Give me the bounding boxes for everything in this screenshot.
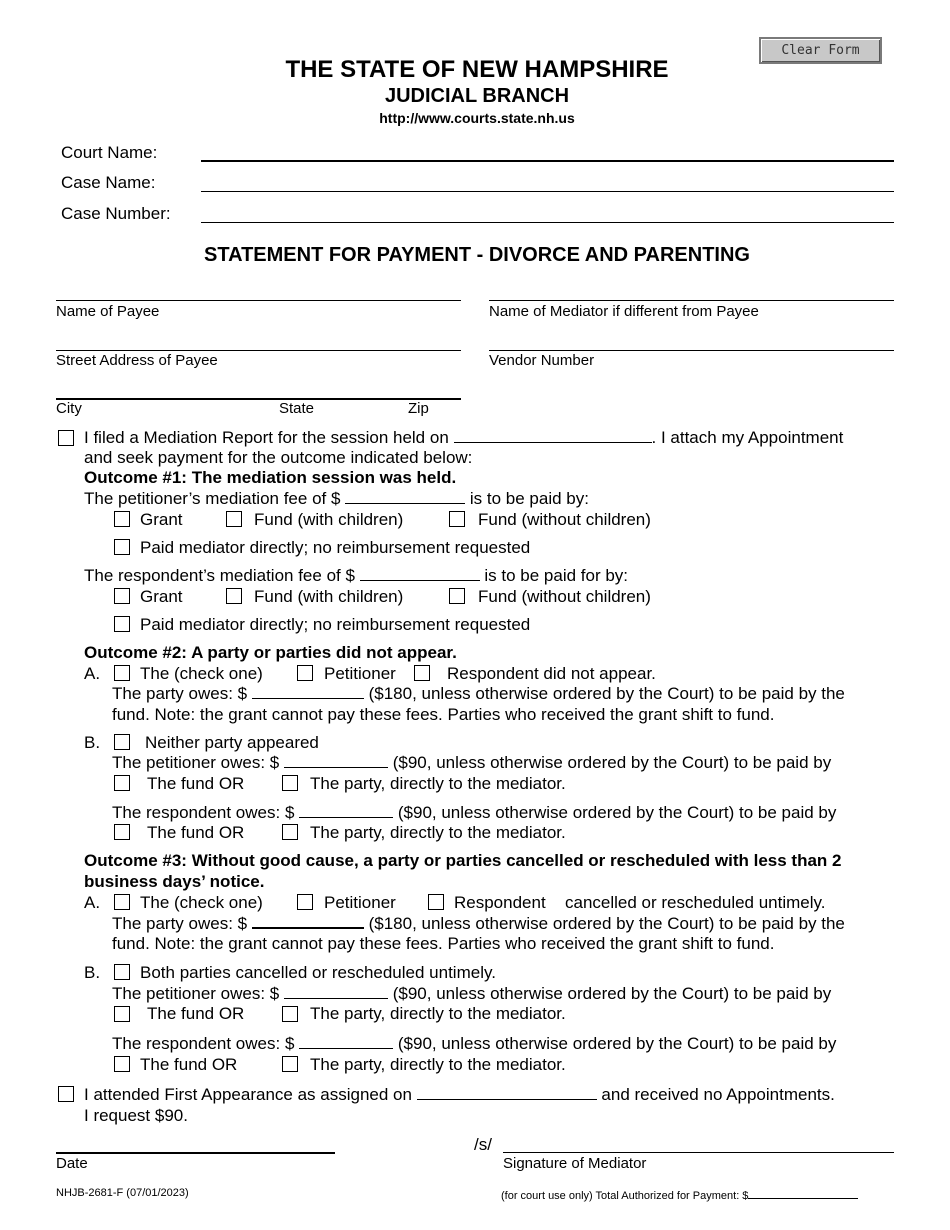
outcome2-pet-fund-checkbox[interactable] [114, 775, 130, 791]
outcome3-a-checkbox[interactable] [114, 894, 130, 910]
outcome2-resp-fund-checkbox[interactable] [114, 824, 130, 840]
outcome2-resp-owes-note: ($90, unless otherwise ordered by the Court) to be paid by [397, 803, 837, 822]
outcome1-heading: Outcome #1: The mediation session was held. [84, 468, 457, 487]
first-appearance-text-b: and received no Appointments. [601, 1085, 835, 1104]
case-number-field[interactable] [201, 222, 894, 223]
outcome3-b-checkbox[interactable] [114, 964, 130, 980]
outcome3-pet-owes [112, 984, 831, 1004]
outcome2-b-checkbox[interactable] [114, 734, 130, 750]
street-address-field[interactable] [56, 350, 461, 351]
outcome3-resp-owes-note: ($90, unless otherwise ordered by the Court) to be paid by [397, 1034, 837, 1053]
zip-label: Zip [408, 400, 429, 417]
mediator-name-label: Name of Mediator if different from Payee [489, 303, 759, 320]
outcome1-resp-fund-without-checkbox[interactable] [449, 588, 465, 604]
first-appearance-request: I request $90. [84, 1106, 188, 1125]
mediation-report-checkbox[interactable] [58, 430, 74, 446]
outcome3-pet-fund-label: The fund OR [147, 1004, 245, 1023]
outcome1-resp-fund-with-checkbox[interactable] [226, 588, 242, 604]
outcome2-resp-owes-field[interactable] [299, 803, 393, 818]
city-label: City [56, 400, 82, 417]
outcome1-pet-grant-label: Grant [140, 510, 183, 529]
outcome2-petitioner-label: Petitioner [324, 664, 396, 683]
outcome1-resp-fee-label: The respondent’s mediation fee of $ [84, 566, 355, 585]
outcome2-a-label: A. [84, 664, 101, 683]
outcome1-pet-grant-checkbox[interactable] [114, 511, 130, 527]
outcome1-pet-fee-label: The petitioner’s mediation fee of $ [84, 489, 341, 508]
outcome1-pet-fee-field[interactable] [345, 489, 465, 504]
outcome3-check-one-label: The (check one) [140, 893, 263, 912]
session-date-field[interactable] [454, 428, 652, 443]
payee-name-label: Name of Payee [56, 303, 160, 320]
outcome1-pet-fee-label-b: is to be paid by: [469, 489, 589, 508]
state-label: State [279, 400, 315, 417]
outcome2-pet-owes-label: The petitioner owes: $ [112, 753, 280, 772]
clear-form-button[interactable]: Clear Form [759, 37, 882, 64]
outcome1-resp-paid-direct-checkbox[interactable] [114, 616, 130, 632]
outcome1-pet-fund-with-label: Fund (with children) [254, 510, 404, 529]
branch-title: JUDICIAL BRANCH [384, 85, 570, 107]
outcome1-resp-fee-field[interactable] [360, 566, 480, 581]
outcome2-petitioner-checkbox[interactable] [297, 665, 313, 681]
date-field[interactable] [56, 1152, 335, 1154]
outcome2-a-checkbox[interactable] [114, 665, 130, 681]
outcome3-cancelled-label: cancelled or rescheduled untimely. [565, 893, 826, 912]
outcome1-pet-paid-direct-label: Paid mediator directly; no reimbursement requested [140, 538, 531, 557]
outcome3-b-label: B. [84, 963, 101, 982]
city-state-zip-field[interactable] [56, 398, 461, 400]
outcome1-pet-fund-without-checkbox[interactable] [449, 511, 465, 527]
outcome2-pet-owes-field[interactable] [284, 753, 388, 768]
vendor-number-field[interactable] [489, 350, 894, 351]
outcome3-resp-party-label: The party, directly to the mediator. [310, 1055, 566, 1074]
outcome1-resp-fee-label-b: is to be paid for by: [484, 566, 629, 585]
outcome2-resp-party-checkbox[interactable] [282, 824, 298, 840]
date-label: Date [56, 1155, 88, 1172]
outcome3-respondent-label: Respondent [454, 893, 546, 912]
first-appearance-text-a: I attended First Appearance as assigned on [84, 1085, 412, 1104]
signature-mark: /s/ [474, 1135, 492, 1154]
signature-label: Signature of Mediator [503, 1155, 647, 1172]
vendor-number-label: Vendor Number [489, 352, 595, 369]
mediation-report-text-2: and seek payment for the outcome indicated below: [84, 448, 473, 467]
outcome2-respondent-label: Respondent did not appear. [447, 664, 656, 683]
outcome2-respondent-checkbox[interactable] [414, 665, 430, 681]
outcome3-party-owes-note: ($180, unless otherwise ordered by the Court) to be paid by the [368, 914, 845, 933]
outcome1-resp-paid-direct-label: Paid mediator directly; no reimbursement requested [140, 615, 531, 634]
outcome1-pet-fee [84, 489, 589, 509]
outcome2-resp-fund-label: The fund OR [147, 823, 245, 842]
outcome3-respondent-checkbox[interactable] [428, 894, 444, 910]
mediation-report-text-a: I filed a Mediation Report for the session held on [84, 428, 449, 447]
outcome2-neither-label: Neither party appeared [145, 733, 319, 752]
outcome3-resp-owes-field[interactable] [299, 1034, 393, 1049]
outcome3-pet-party-label: The party, directly to the mediator. [310, 1004, 566, 1023]
outcome2-resp-owes [112, 803, 836, 823]
outcome3-party-owes-label: The party owes: $ [112, 914, 248, 933]
outcome2-pet-party-checkbox[interactable] [282, 775, 298, 791]
outcome2-party-owes-field[interactable] [252, 684, 364, 699]
outcome2-pet-owes [112, 753, 831, 773]
outcome3-resp-owes-label: The respondent owes: $ [112, 1034, 295, 1053]
court-name-label: Court Name: [61, 143, 158, 162]
outcome3-resp-party-checkbox[interactable] [282, 1056, 298, 1072]
court-use-total [501, 1187, 858, 1202]
outcome2-check-one-label: The (check one) [140, 664, 263, 683]
courts-url: http://www.courts.state.nh.us [379, 110, 575, 126]
outcome2-pet-owes-note: ($90, unless otherwise ordered by the Court) to be paid by [392, 753, 832, 772]
payee-name-field[interactable] [56, 300, 461, 301]
outcome1-resp-grant-label: Grant [140, 587, 183, 606]
form-id: NHJB-2681-F (07/01/2023) [56, 1187, 189, 1199]
outcome3-resp-owes [112, 1034, 836, 1054]
first-appearance-date-field[interactable] [417, 1085, 597, 1100]
court-use-total-field[interactable] [748, 1187, 858, 1199]
outcome2-pet-party-label: The party, directly to the mediator. [310, 774, 566, 793]
outcome2-heading: Outcome #2: A party or parties did not appear. [84, 643, 457, 662]
outcome3-both-label: Both parties cancelled or rescheduled untimely. [140, 963, 496, 982]
outcome3-heading: Outcome #3: Without good cause, a party or parties cancelled or rescheduled with less than 2 [84, 851, 842, 870]
outcome1-pet-fund-without-label: Fund (without children) [478, 510, 651, 529]
form-title: STATEMENT FOR PAYMENT - DIVORCE AND PARENTING [204, 244, 750, 266]
outcome2-party-owes-label: The party owes: $ [112, 684, 248, 703]
outcome3-pet-party-checkbox[interactable] [282, 1006, 298, 1022]
outcome1-resp-fund-without-label: Fund (without children) [478, 587, 651, 606]
outcome3-party-owes [112, 913, 845, 934]
case-number-label: Case Number: [61, 204, 171, 223]
state-title: THE STATE OF NEW HAMPSHIRE [285, 56, 669, 83]
outcome3-pet-fund-checkbox[interactable] [114, 1006, 130, 1022]
outcome1-pet-fund-with-checkbox[interactable] [226, 511, 242, 527]
outcome3-resp-fund-label: The fund OR [140, 1055, 238, 1074]
mediation-report-text [84, 428, 843, 448]
signature-field[interactable] [503, 1152, 894, 1153]
outcome3-a-label: A. [84, 893, 101, 912]
outcome3-pet-owes-field[interactable] [284, 984, 388, 999]
street-address-label: Street Address of Payee [56, 352, 218, 369]
case-name-field[interactable] [201, 191, 894, 192]
outcome1-resp-fee [84, 566, 628, 586]
outcome2-b-label: B. [84, 733, 101, 752]
outcome3-petitioner-checkbox[interactable] [297, 894, 313, 910]
outcome3-heading-2: business days’ notice. [84, 872, 265, 891]
mediator-name-field[interactable] [489, 300, 894, 301]
outcome3-pet-owes-label: The petitioner owes: $ [112, 984, 280, 1003]
outcome2-fund-note: fund. Note: the grant cannot pay these fees. Parties who received the grant shift to fund. [112, 705, 775, 724]
court-use-label: (for court use only) Total Authorized for Payment: $ [501, 1190, 749, 1202]
first-appearance-checkbox[interactable] [58, 1086, 74, 1102]
outcome1-resp-fund-with-label: Fund (with children) [254, 587, 404, 606]
case-name-label: Case Name: [61, 173, 156, 192]
outcome1-pet-paid-direct-checkbox[interactable] [114, 539, 130, 555]
outcome3-resp-fund-checkbox[interactable] [114, 1056, 130, 1072]
outcome3-pet-owes-note: ($90, unless otherwise ordered by the Court) to be paid by [392, 984, 832, 1003]
outcome3-petitioner-label: Petitioner [324, 893, 396, 912]
outcome3-party-owes-field[interactable] [252, 913, 364, 929]
outcome2-resp-owes-label: The respondent owes: $ [112, 803, 295, 822]
outcome2-resp-party-label: The party, directly to the mediator. [310, 823, 566, 842]
mediation-report-text-b: . I attach my Appointment [651, 428, 844, 447]
outcome3-fund-note: fund. Note: the grant cannot pay these fees. Parties who received the grant shift to fund. [112, 934, 775, 953]
first-appearance-text [84, 1085, 835, 1105]
outcome1-resp-grant-checkbox[interactable] [114, 588, 130, 604]
outcome2-pet-fund-label: The fund OR [147, 774, 245, 793]
outcome2-party-owes [112, 684, 845, 704]
outcome2-party-owes-note: ($180, unless otherwise ordered by the Court) to be paid by the [368, 684, 845, 703]
court-name-field[interactable] [201, 160, 894, 162]
